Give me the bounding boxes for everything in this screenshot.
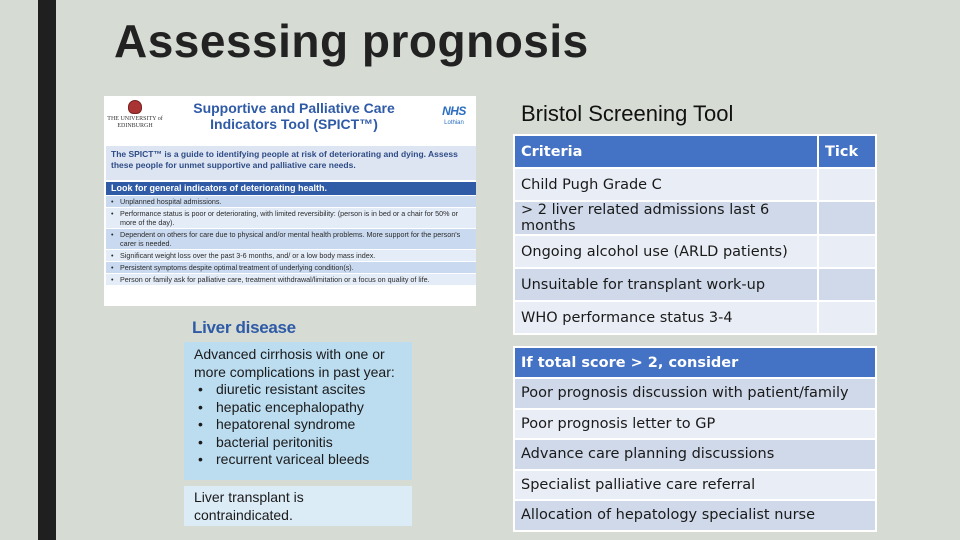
nhs-logo-sub: Lothian — [444, 120, 464, 126]
table-row — [514, 168, 876, 201]
criteria-cell: WHO performance status 3-4 — [514, 301, 818, 334]
spict-section-heading: Look for general indicators of deteriorating health. — [106, 182, 476, 195]
table-row — [514, 500, 876, 531]
bristol-title: Bristol Screening Tool — [521, 101, 734, 126]
criteria-cell: Unsuitable for transplant work-up — [514, 268, 818, 301]
university-logo-text: THE UNIVERSITY of EDINBURGH — [107, 116, 163, 129]
consider-cell: Allocation of hepatology specialist nurse — [514, 500, 876, 531]
spict-item: • Performance status is poor or deteriorating, with limited reversibility: (person is in bed or a chair for 50% or more of the day). — [106, 208, 476, 229]
table-row — [514, 409, 876, 440]
criteria-cell: Child Pugh Grade C — [514, 168, 818, 201]
nhs-logo-text: NHS — [442, 104, 466, 118]
spict-item: • Persistent symptoms despite optimal treatment of underlying condition(s). — [106, 262, 476, 274]
nhs-logo — [434, 102, 474, 126]
liver-criteria-box — [184, 342, 412, 480]
liver-complication-item: • diuretic resistant ascites — [194, 381, 402, 399]
tick-cell[interactable] — [818, 235, 876, 268]
criteria-table — [513, 134, 877, 335]
crest-icon — [128, 100, 142, 114]
consider-cell: Specialist palliative care referral — [514, 470, 876, 501]
spict-item: • Unplanned hospital admissions. — [106, 196, 476, 208]
spict-header — [104, 96, 476, 140]
liver-complication-item: • hepatorenal syndrome — [194, 416, 402, 434]
spict-item: • Significant weight loss over the past 3-6 months, and/ or a low body mass index. — [106, 250, 476, 262]
table-row — [514, 439, 876, 470]
liver-complication-item: • bacterial peritonitis — [194, 434, 402, 452]
liver-complication-item: • recurrent variceal bleeds — [194, 451, 402, 469]
spict-indicator-list — [106, 196, 476, 286]
spict-intro: The SPICT™ is a guide to identifying people at risk of deteriorating and dying. Assess these people for unmet supportive and palliative care needs. — [106, 146, 476, 180]
consider-cell: Advance care planning discussions — [514, 439, 876, 470]
liver-intro: Advanced cirrhosis with one or more complications in past year: — [194, 346, 395, 380]
tick-cell[interactable] — [818, 168, 876, 201]
spict-title: Supportive and Palliative Care Indicators Tool (SPICT™) — [193, 100, 395, 132]
table-row — [514, 301, 876, 334]
consider-cell: Poor prognosis letter to GP — [514, 409, 876, 440]
table-row — [514, 268, 876, 301]
consider-header-row — [514, 347, 876, 378]
spict-panel — [104, 96, 476, 306]
slide-title: Assessing prognosis — [114, 15, 589, 67]
liver-disease-title: Liver disease — [192, 318, 296, 337]
tick-header: Tick — [818, 135, 876, 168]
liver-transplant-note: Liver transplant is contraindicated. — [184, 486, 412, 526]
criteria-header: Criteria — [514, 135, 818, 168]
consider-table — [513, 346, 877, 532]
liver-complication-list — [194, 381, 402, 469]
consider-header: If total score > 2, consider — [514, 347, 876, 378]
spict-item: • Person or family ask for palliative care, treatment withdrawal/limitation or a focus on quality of life. — [106, 274, 476, 286]
table-row — [514, 201, 876, 235]
university-logo — [106, 100, 164, 138]
consider-cell: Poor prognosis discussion with patient/family — [514, 378, 876, 409]
left-accent-bar — [38, 0, 56, 540]
table-row — [514, 235, 876, 268]
spict-item: • Dependent on others for care due to physical and/or mental health problems. More support for the person's carer is needed. — [106, 229, 476, 250]
criteria-header-row — [514, 135, 876, 168]
table-row — [514, 378, 876, 409]
tick-cell[interactable] — [818, 301, 876, 334]
tick-cell[interactable] — [818, 268, 876, 301]
criteria-cell: > 2 liver related admissions last 6 months — [514, 201, 818, 235]
criteria-cell: Ongoing alcohol use (ARLD patients) — [514, 235, 818, 268]
table-row — [514, 470, 876, 501]
tick-cell[interactable] — [818, 201, 876, 235]
liver-complication-item: • hepatic encephalopathy — [194, 399, 402, 417]
